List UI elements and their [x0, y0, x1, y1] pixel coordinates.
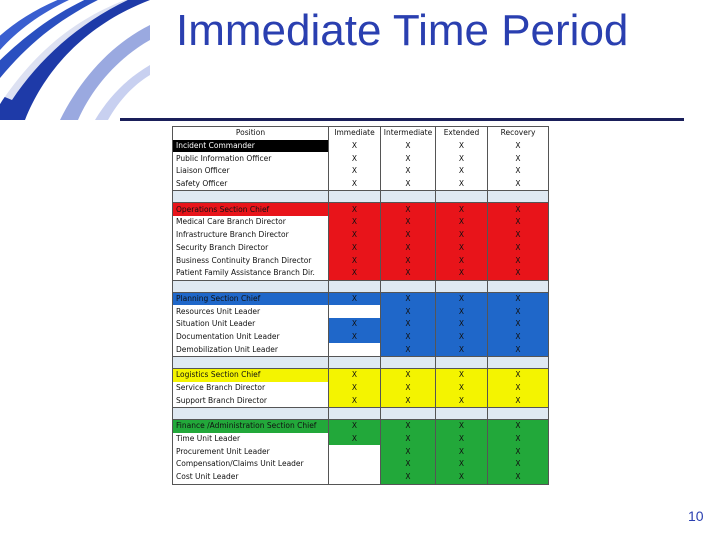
position-cell: Documentation Unit Leader — [173, 331, 329, 344]
period-value-cell: X — [329, 152, 381, 165]
position-cell: Business Continuity Branch Director — [173, 254, 329, 267]
table-row — [173, 433, 549, 446]
table-row — [173, 305, 549, 318]
position-cell: Operations Section Chief — [173, 203, 329, 216]
period-value-cell: X — [381, 229, 436, 242]
period-value-cell: X — [381, 305, 436, 318]
period-value-cell: X — [381, 420, 436, 433]
table-row — [173, 242, 549, 255]
period-value-cell: X — [381, 178, 436, 191]
position-cell: Finance /Administration Section Chief — [173, 420, 329, 433]
page-number: 10 — [688, 508, 704, 524]
title-divider — [120, 118, 684, 121]
period-value-cell — [329, 445, 381, 458]
position-cell: Incident Commander — [173, 140, 329, 153]
period-value-cell: X — [329, 331, 381, 344]
period-value-cell: X — [436, 152, 488, 165]
separator-cell — [329, 408, 381, 420]
period-value-cell — [329, 471, 381, 484]
period-value-cell: X — [381, 216, 436, 229]
period-value-cell: X — [329, 178, 381, 191]
table-row — [173, 394, 549, 407]
position-cell: Demobilization Unit Leader — [173, 343, 329, 356]
group-separator — [173, 191, 549, 203]
period-value-cell: X — [381, 343, 436, 356]
period-value-cell: X — [329, 382, 381, 395]
period-value-cell: X — [436, 331, 488, 344]
table-row — [173, 458, 549, 471]
column-header: Intermediate — [381, 127, 436, 140]
separator-cell — [488, 357, 549, 369]
separator-cell — [173, 357, 329, 369]
separator-cell — [381, 357, 436, 369]
period-value-cell: X — [436, 394, 488, 407]
period-value-cell: X — [436, 229, 488, 242]
position-cell: Support Branch Director — [173, 394, 329, 407]
period-value-cell: X — [329, 267, 381, 280]
period-value-cell: X — [381, 267, 436, 280]
period-value-cell: X — [381, 394, 436, 407]
period-value-cell: X — [488, 140, 549, 153]
period-value-cell: X — [381, 242, 436, 255]
period-value-cell: X — [329, 229, 381, 242]
period-value-cell: X — [381, 152, 436, 165]
period-value-cell: X — [488, 445, 549, 458]
period-value-cell: X — [381, 203, 436, 216]
period-value-cell: X — [381, 445, 436, 458]
separator-cell — [488, 408, 549, 420]
period-value-cell: X — [436, 343, 488, 356]
position-cell: Planning Section Chief — [173, 292, 329, 305]
separator-cell — [173, 408, 329, 420]
separator-cell — [173, 280, 329, 292]
period-value-cell: X — [488, 433, 549, 446]
table-row — [173, 165, 549, 178]
period-value-cell: X — [488, 165, 549, 178]
period-value-cell: X — [436, 178, 488, 191]
period-value-cell: X — [488, 458, 549, 471]
period-value-cell: X — [488, 343, 549, 356]
period-value-cell: X — [381, 382, 436, 395]
period-value-cell: X — [488, 420, 549, 433]
period-value-cell: X — [436, 254, 488, 267]
period-value-cell: X — [329, 254, 381, 267]
separator-cell — [381, 280, 436, 292]
period-value-cell — [329, 458, 381, 471]
period-value-cell: X — [488, 242, 549, 255]
period-value-cell: X — [381, 292, 436, 305]
period-value-cell: X — [381, 458, 436, 471]
table-row — [173, 343, 549, 356]
group-separator — [173, 408, 549, 420]
period-value-cell: X — [436, 292, 488, 305]
separator-cell — [173, 191, 329, 203]
period-value-cell: X — [488, 229, 549, 242]
period-value-cell: X — [488, 382, 549, 395]
logo-swoosh-icon — [0, 0, 150, 120]
column-header: Position — [173, 127, 329, 140]
period-value-cell: X — [488, 152, 549, 165]
separator-cell — [436, 408, 488, 420]
table-row — [173, 229, 549, 242]
period-value-cell: X — [381, 331, 436, 344]
period-value-cell: X — [436, 420, 488, 433]
period-value-cell: X — [329, 140, 381, 153]
position-cell: Service Branch Director — [173, 382, 329, 395]
position-cell: Security Branch Director — [173, 242, 329, 255]
period-value-cell: X — [436, 216, 488, 229]
period-value-cell: X — [381, 433, 436, 446]
separator-cell — [488, 191, 549, 203]
period-value-cell: X — [381, 318, 436, 331]
table-row — [173, 420, 549, 433]
period-value-cell: X — [488, 178, 549, 191]
position-cell: Patient Family Assistance Branch Dir. — [173, 267, 329, 280]
period-value-cell: X — [329, 369, 381, 382]
table-row — [173, 318, 549, 331]
period-value-cell: X — [436, 267, 488, 280]
period-value-cell: X — [381, 369, 436, 382]
period-value-cell: X — [436, 445, 488, 458]
period-value-cell: X — [329, 203, 381, 216]
separator-cell — [329, 280, 381, 292]
position-time-period-table — [172, 126, 549, 485]
period-value-cell: X — [436, 433, 488, 446]
table-row — [173, 292, 549, 305]
table-header-row — [173, 127, 549, 140]
position-cell: Procurement Unit Leader — [173, 445, 329, 458]
group-separator — [173, 280, 549, 292]
period-value-cell: X — [329, 242, 381, 255]
period-value-cell: X — [488, 267, 549, 280]
period-value-cell: X — [381, 471, 436, 484]
period-value-cell: X — [381, 140, 436, 153]
separator-cell — [329, 357, 381, 369]
period-value-cell: X — [329, 318, 381, 331]
period-value-cell: X — [329, 165, 381, 178]
table-row — [173, 203, 549, 216]
position-cell: Situation Unit Leader — [173, 318, 329, 331]
period-value-cell: X — [488, 471, 549, 484]
period-value-cell: X — [436, 242, 488, 255]
table-row — [173, 471, 549, 484]
period-value-cell: X — [329, 394, 381, 407]
separator-cell — [329, 191, 381, 203]
separator-cell — [381, 408, 436, 420]
table-row — [173, 216, 549, 229]
table-row — [173, 152, 549, 165]
period-value-cell: X — [436, 458, 488, 471]
page-title: Immediate Time Period — [176, 6, 629, 55]
separator-cell — [381, 191, 436, 203]
position-cell: Infrastructure Branch Director — [173, 229, 329, 242]
period-value-cell: X — [488, 216, 549, 229]
position-cell: Compensation/Claims Unit Leader — [173, 458, 329, 471]
period-value-cell: X — [436, 140, 488, 153]
period-value-cell: X — [436, 382, 488, 395]
position-cell: Cost Unit Leader — [173, 471, 329, 484]
period-value-cell: X — [488, 394, 549, 407]
period-value-cell — [329, 343, 381, 356]
group-separator — [173, 357, 549, 369]
table-row — [173, 178, 549, 191]
table-row — [173, 267, 549, 280]
period-value-cell: X — [329, 420, 381, 433]
table-row — [173, 445, 549, 458]
table-row — [173, 331, 549, 344]
position-cell: Safety Officer — [173, 178, 329, 191]
period-value-cell: X — [436, 305, 488, 318]
period-value-cell: X — [436, 318, 488, 331]
period-value-cell: X — [436, 369, 488, 382]
period-value-cell: X — [488, 305, 549, 318]
period-value-cell: X — [488, 331, 549, 344]
period-value-cell: X — [329, 433, 381, 446]
period-value-cell: X — [329, 216, 381, 229]
position-cell: Resources Unit Leader — [173, 305, 329, 318]
column-header: Recovery — [488, 127, 549, 140]
table-row — [173, 369, 549, 382]
position-cell: Logistics Section Chief — [173, 369, 329, 382]
period-value-cell — [329, 305, 381, 318]
period-value-cell: X — [436, 471, 488, 484]
column-header: Extended — [436, 127, 488, 140]
period-value-cell: X — [436, 203, 488, 216]
period-value-cell: X — [488, 292, 549, 305]
separator-cell — [436, 357, 488, 369]
period-value-cell: X — [381, 165, 436, 178]
period-value-cell: X — [488, 203, 549, 216]
position-cell: Public Information Officer — [173, 152, 329, 165]
separator-cell — [436, 191, 488, 203]
table-row — [173, 382, 549, 395]
period-value-cell: X — [488, 369, 549, 382]
period-value-cell: X — [488, 254, 549, 267]
period-value-cell: X — [436, 165, 488, 178]
period-value-cell: X — [488, 318, 549, 331]
position-cell: Time Unit Leader — [173, 433, 329, 446]
period-value-cell: X — [381, 254, 436, 267]
separator-cell — [488, 280, 549, 292]
table-row — [173, 140, 549, 153]
column-header: Immediate — [329, 127, 381, 140]
separator-cell — [436, 280, 488, 292]
position-cell: Medical Care Branch Director — [173, 216, 329, 229]
table-row — [173, 254, 549, 267]
period-value-cell: X — [329, 292, 381, 305]
position-cell: Liaison Officer — [173, 165, 329, 178]
